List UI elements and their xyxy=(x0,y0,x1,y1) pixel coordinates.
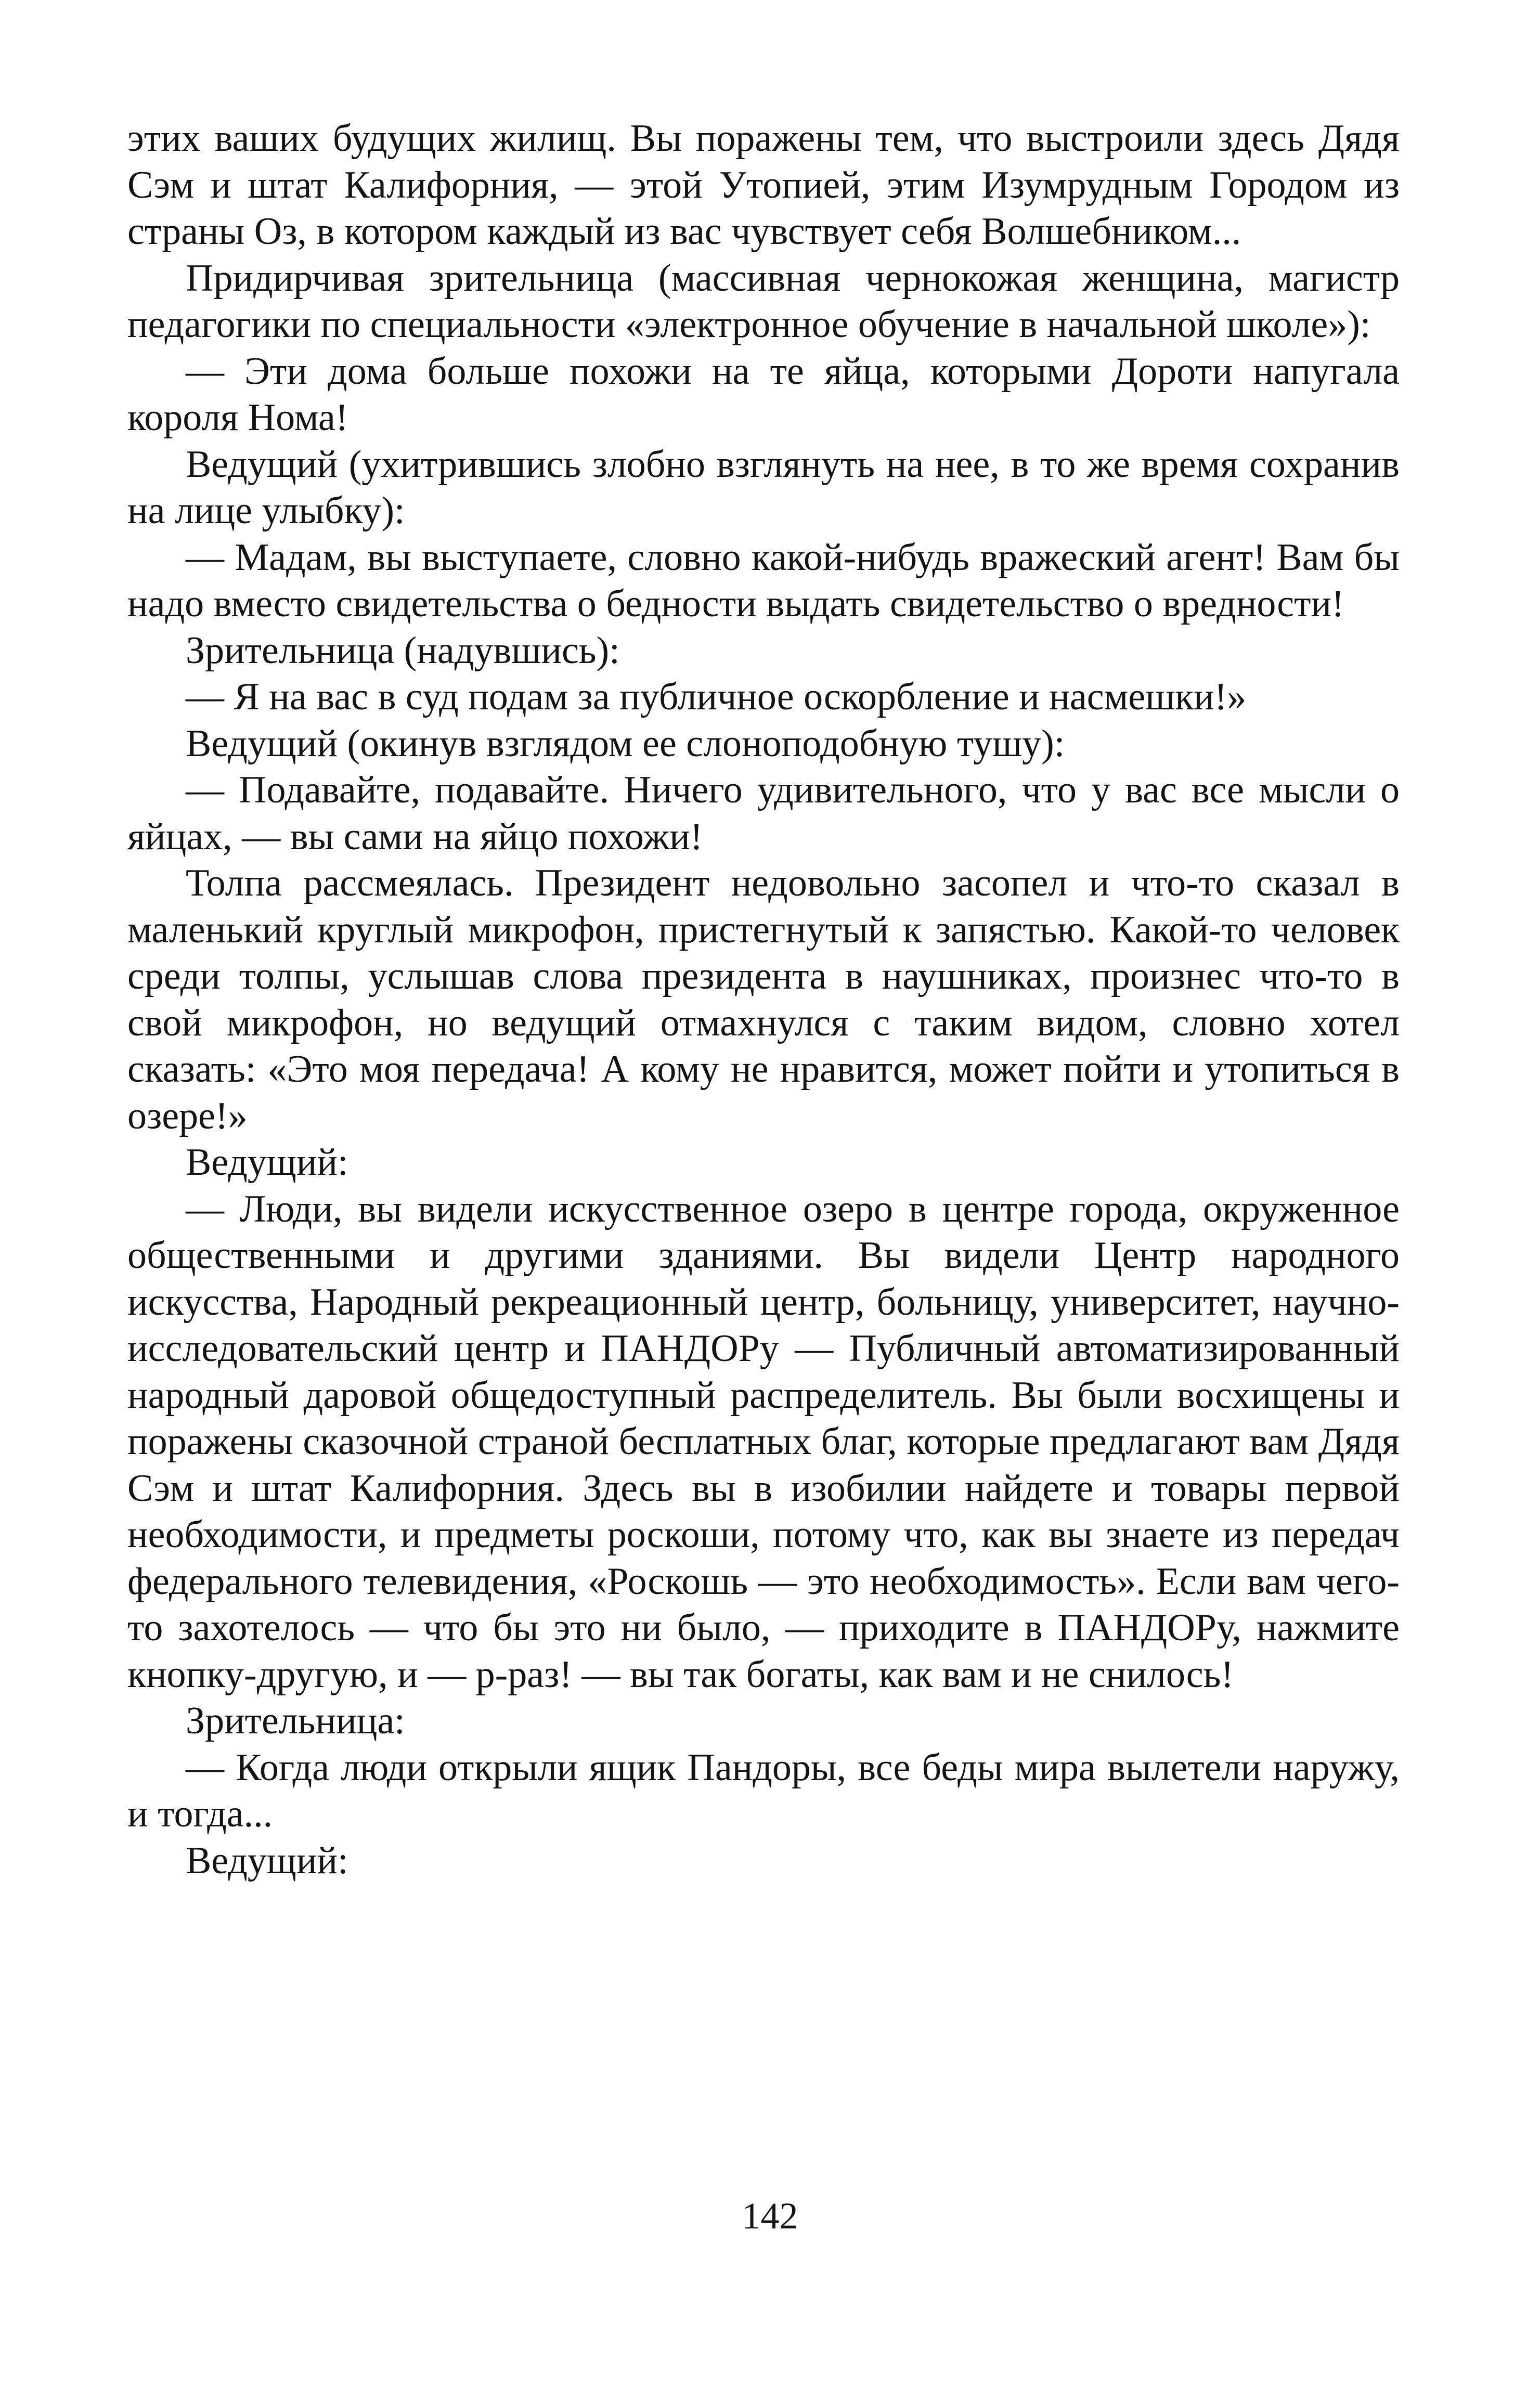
paragraph-host-line-2: — Подавайте, подавайте. Ничего удивительного, что у вас все мысли о яйцах, — вы сами на яйцо похожи! xyxy=(127,769,1400,858)
paragraph-host-intro: Ведущий (ухитрившись злобно взглянуть на нее, в то же время сохранив на лице улыбку): xyxy=(127,443,1400,532)
paragraph-host-line: — Мадам, вы выступаете, словно какой-нибудь вражеский агент! Вам бы надо вместо свидетельства о бедности выдать свидетельство о вредности! xyxy=(127,536,1400,625)
paragraph-host-intro-4: Ведущий: xyxy=(186,1839,348,1882)
body-text xyxy=(127,115,1400,1884)
paragraph-viewer-intro: Придирчивая зрительница (массивная чернокожая женщина, магистр педагогики по специальности «электронное обучение в начальной школе»): xyxy=(127,256,1400,346)
paragraph-viewer-line: — Эти дома больше похожи на те яйца, которыми Дороти напугала короля Нома! xyxy=(127,349,1400,439)
page-number: 142 xyxy=(742,2195,798,2237)
paragraph-narration: Толпа рассмеялась. Президент недовольно засопел и что-то сказал в маленький круглый микрофон, пристегнутый к запястью. Какой-то человек среди толпы, услышав слова президента в наушниках, произнес что-то в свой микрофон, но ведущий отмахнулся с таким видом, словно хотел сказать: «Это моя передача! А кому не нравится, может пойти и утопиться в озере!» xyxy=(127,862,1400,1137)
paragraph-continuation: этих ваших будущих жилищ. Вы поражены тем, что выстроили здесь Дядя Сэм и штат Калифорния, — этой Утопией, этим Изумрудным Городом из страны Оз, в котором каждый из вас чувствует себя Волшебником... xyxy=(127,117,1400,253)
paragraph-viewer-line-3: — Когда люди открыли ящик Пандоры, все беды мира вылетели наружу, и тогда... xyxy=(127,1746,1400,1835)
paragraph-host-intro-2: Ведущий (окинув взглядом ее слоноподобную тушу): xyxy=(186,722,1065,765)
paragraph-host-speech: — Люди, вы видели искусственное озеро в центре города, окруженное общественными и другими зданиями. Вы видели Центр народного искусства, Народный рекреационный центр, больницу, университет, научно-исследовательский центр и ПАНДОРу — Публичный автоматизированный народный даровой общедоступный распределитель. Вы были восхищены и поражены сказочной страной бесплатных благ, которые предлагают вам Дядя Сэм и штат Калифорния. Здесь вы в изобилии найдете и товары первой необходимости, и предметы роскоши, потому что, как вы знаете из передач федерального телевидения, «Роскошь — это необходимость». Если вам чего-то захотелось — что бы это ни было, — приходите в ПАНДОРу, нажмите кнопку-другую, и — р-раз! — вы так богаты, как вам и не снилось! xyxy=(127,1187,1400,1696)
paragraph-viewer-intro-3: Зрительница: xyxy=(186,1700,405,1742)
paragraph-host-intro-3: Ведущий: xyxy=(186,1141,348,1184)
paragraph-viewer-line-2: — Я на вас в суд подам за публичное оскорбление и насмешки!» xyxy=(186,676,1247,718)
paragraph-viewer-intro-2: Зрительница (надувшись): xyxy=(186,629,620,672)
